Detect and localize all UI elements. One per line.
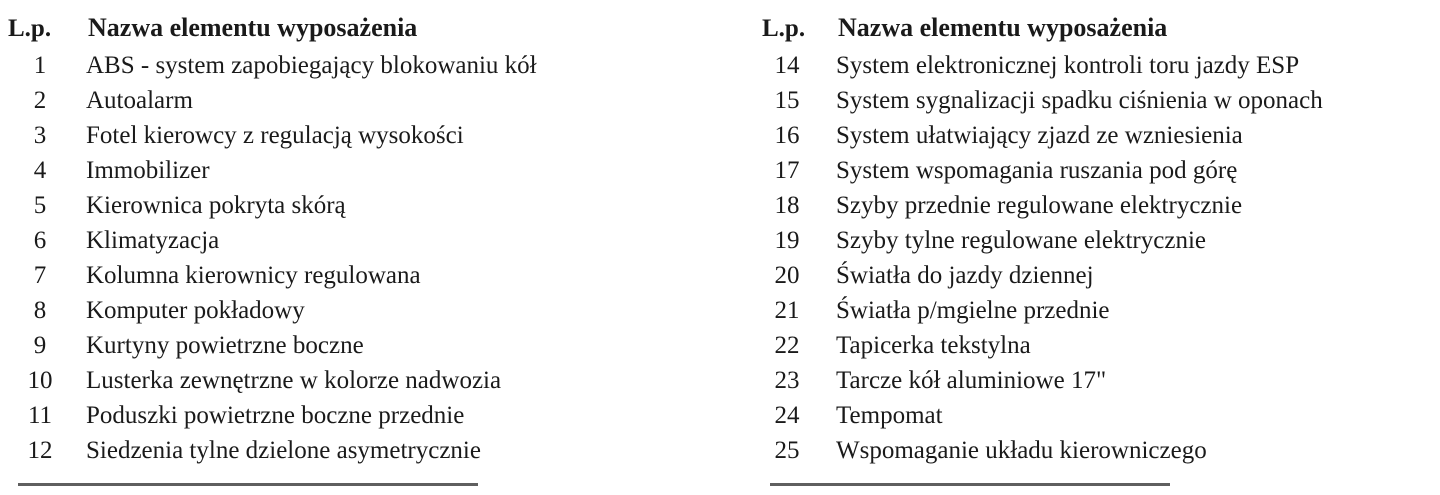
table-row [0,48,730,83]
table-row [0,293,730,328]
table-row [0,433,730,468]
row-number: 21 [774,297,800,324]
row-name: Lusterka zewnętrzne w kolorze nadwozia [86,367,502,394]
row-number: 19 [774,227,800,254]
row-name: Szyby przednie regulowane elektrycznie [836,192,1243,219]
table-row [752,328,1440,363]
table-row [752,433,1440,468]
table-row [0,258,730,293]
table-row [752,188,1440,223]
row-name: Poduszki powietrzne boczne przednie [86,402,465,429]
row-name: Wspomaganie układu kierowniczego [836,437,1207,464]
table-row [752,118,1440,153]
name-header: Nazwa elementu wyposażenia [88,13,418,42]
row-number: 20 [774,262,800,289]
row-name: Kurtyny powietrzne boczne [86,332,364,359]
cut-off-row-left [18,473,478,495]
row-number: 22 [774,332,800,359]
name-header: Nazwa elementu wyposażenia [838,13,1168,42]
row-name: Światła p/mgielne przednie [836,297,1110,324]
table-row [752,293,1440,328]
lp-header: L.p. [762,15,806,42]
row-number: 12 [27,437,53,464]
row-number: 9 [33,332,47,359]
table-row [752,48,1440,83]
row-name: Kierownica pokryta skórą [86,192,346,219]
row-name: Światła do jazdy dziennej [836,262,1094,289]
row-number: 7 [33,262,47,289]
row-number: 11 [27,402,53,429]
row-name: Szyby tylne regulowane elektrycznie [836,227,1206,254]
row-name: Tapicerka tekstylna [836,332,1031,359]
row-name: Kolumna kierownicy regulowana [86,262,421,289]
row-number: 14 [774,52,800,79]
row-number: 1 [33,52,47,79]
row-number: 3 [33,122,47,149]
row-number: 23 [774,367,800,394]
cut-off-row-right [770,473,1170,495]
table-row [0,223,730,258]
table-row [752,258,1440,293]
row-number: 5 [33,192,47,219]
row-number: 10 [27,367,53,394]
table-header [752,8,1440,48]
row-name: Klimatyzacja [86,227,220,254]
table-row [0,363,730,398]
row-number: 16 [774,122,800,149]
row-number: 25 [774,437,800,464]
row-number: 24 [774,402,800,429]
table-row [0,153,730,188]
equipment-table-right [752,8,1440,468]
table-header [0,8,730,48]
row-number: 8 [33,297,47,324]
table-row [752,363,1440,398]
row-name: Tarcze kół aluminiowe 17" [836,367,1107,394]
row-name: Immobilizer [86,157,210,184]
table-row [752,153,1440,188]
row-name: Komputer pokładowy [86,297,305,324]
table-row [0,398,730,433]
row-name: Fotel kierowcy z regulacją wysokości [86,122,464,149]
row-number: 18 [774,192,800,219]
row-number: 2 [33,87,47,114]
lp-header: L.p. [8,15,52,42]
row-name: System ułatwiający zjazd ze wzniesienia [836,122,1243,149]
table-row [752,223,1440,258]
row-number: 6 [33,227,47,254]
table-row [0,83,730,118]
equipment-table-left [0,8,730,468]
row-number: 15 [774,87,800,114]
row-name: ABS - system zapobiegający blokowaniu kół [86,52,537,79]
row-name: System sygnalizacji spadku ciśnienia w oponach [836,87,1323,114]
row-name: Tempomat [836,402,943,429]
table-row [0,118,730,153]
row-name: System wspomagania ruszania pod górę [836,157,1238,184]
table-row [0,188,730,223]
table-row [0,328,730,363]
table-row [752,398,1440,433]
row-name: Autoalarm [86,87,193,114]
row-number: 4 [33,157,47,184]
row-name: System elektronicznej kontroli toru jazdy ESP [836,52,1300,79]
table-row [752,83,1440,118]
row-name: Siedzenia tylne dzielone asymetrycznie [86,437,481,464]
row-number: 17 [774,157,800,184]
